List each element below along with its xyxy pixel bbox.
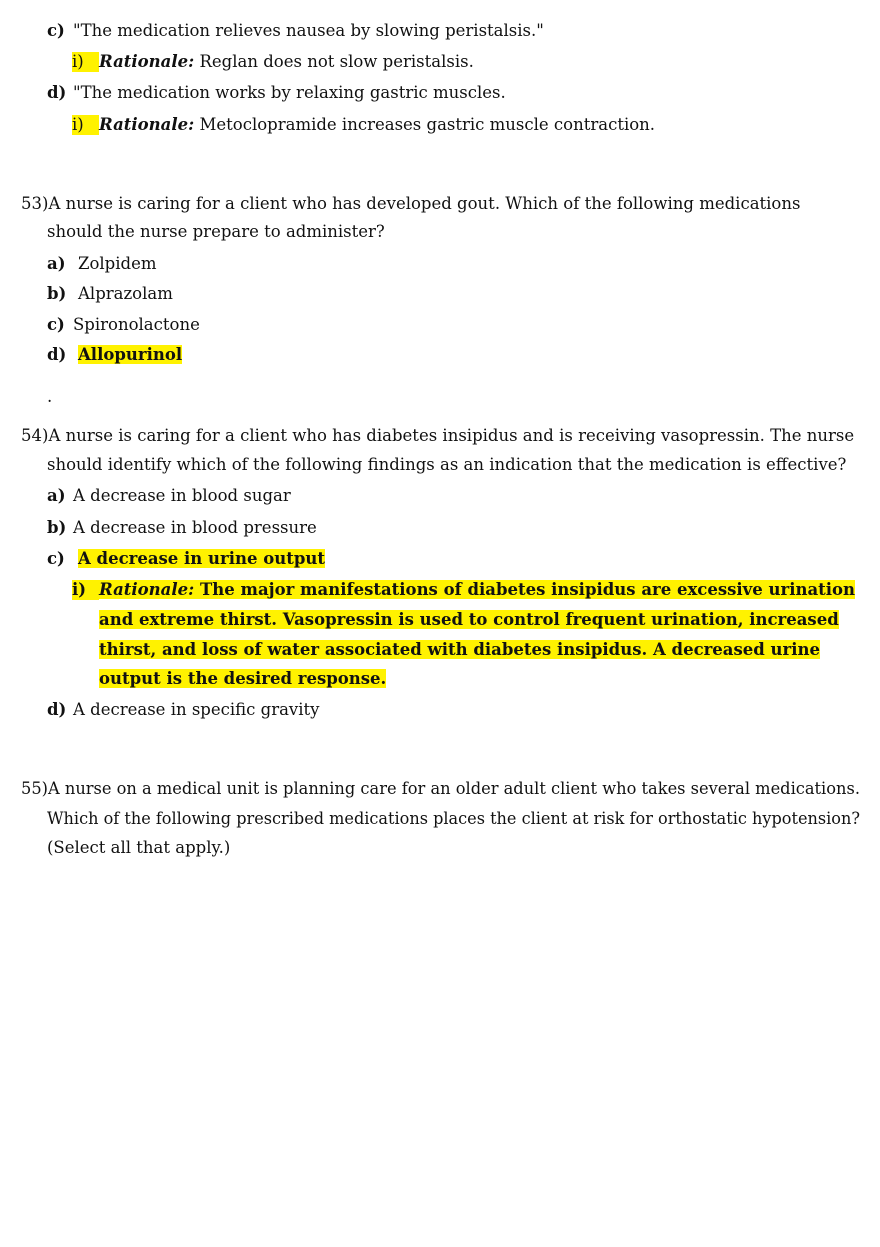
option-letter: a)	[47, 254, 66, 273]
q53-option-c	[47, 315, 200, 335]
rationale-text: Reglan does not slow peristalsis.	[194, 52, 474, 71]
q54-option-a	[47, 486, 291, 506]
prev-option-c	[47, 21, 544, 41]
q53-option-b	[47, 284, 173, 304]
option-text: Alprazolam	[78, 284, 173, 303]
option-text: A decrease in specific gravity	[73, 700, 320, 719]
rationale-text: thirst, and loss of water associated with diabetes insipidus. A decreased urine	[99, 640, 821, 659]
question-number: 53)	[21, 194, 49, 213]
option-letter: c)	[47, 315, 65, 334]
rationale-text: output is the desired response.	[99, 669, 387, 688]
option-letter: b)	[47, 518, 67, 537]
q54-stem-line2: should identify which of the following findings as an indication that the medication is effective?	[47, 455, 847, 474]
question-stem: A nurse is caring for a client who has developed gout. Which of the following medications	[48, 194, 801, 213]
option-text: "The medication relieves nausea by slowing peristalsis."	[73, 21, 544, 40]
rationale-marker: i)	[72, 115, 99, 135]
q54-option-d	[47, 700, 320, 720]
q55-stem-line1	[21, 779, 860, 799]
prev-option-d	[47, 83, 506, 103]
option-letter: d)	[47, 345, 67, 364]
option-letter: c)	[47, 21, 65, 40]
option-text-highlighted: Allopurinol	[78, 345, 183, 364]
q54-rationale-line2	[99, 610, 839, 630]
question-number: 55)	[21, 779, 48, 798]
option-text: A decrease in blood pressure	[73, 518, 317, 537]
q53-stem-line2: should the nurse prepare to administer?	[47, 222, 385, 241]
option-text: "The medication works by relaxing gastric muscles.	[73, 83, 506, 102]
question-number: 54)	[21, 426, 49, 445]
q54-stem-line1	[21, 426, 854, 446]
q54-option-b	[47, 518, 317, 538]
option-letter: d)	[47, 700, 67, 719]
q54-option-c-correct	[47, 549, 325, 569]
question-stem: A nurse is caring for a client who has diabetes insipidus and is receiving vasopressin. The nurse	[48, 426, 855, 445]
rationale-label: Rationale:	[99, 580, 195, 599]
option-text: Zolpidem	[78, 254, 157, 273]
option-letter: d)	[47, 83, 67, 102]
prev-rationale-d	[72, 115, 655, 135]
option-text-highlighted: A decrease in urine output	[78, 549, 326, 568]
prev-rationale-c	[72, 52, 474, 72]
q54-rationale-line4	[99, 669, 386, 689]
option-text: A decrease in blood sugar	[73, 486, 291, 505]
option-text: Spironolactone	[73, 315, 200, 334]
rationale-text: The major manifestations of diabetes insipidus are excessive urination	[194, 580, 856, 599]
rationale-label: Rationale:	[99, 115, 195, 134]
rationale-marker: i)	[72, 52, 99, 72]
q53-stem-line1	[21, 194, 800, 214]
rationale-label: Rationale:	[99, 52, 195, 71]
q53-option-a	[47, 254, 157, 274]
rationale-text: and extreme thirst. Vasopressin is used to control frequent urination, increased	[99, 610, 839, 629]
stray-mark: .	[47, 387, 53, 406]
rationale-marker: i)	[72, 580, 99, 600]
q54-rationale-line1	[72, 580, 855, 600]
rationale-text: Metoclopramide increases gastric muscle contraction.	[194, 115, 656, 134]
option-letter: b)	[47, 284, 67, 303]
q55-stem-line3: (Select all that apply.)	[47, 838, 231, 857]
q53-option-d-correct	[47, 345, 182, 365]
q54-rationale-line3	[99, 640, 820, 660]
q55-stem-line2: Which of the following prescribed medications places the client at risk for orthostatic hypotension?	[47, 809, 861, 828]
option-letter: c)	[47, 549, 65, 568]
option-letter: a)	[47, 486, 66, 505]
question-stem: A nurse on a medical unit is planning care for an older adult client who takes several medications.	[47, 779, 860, 798]
